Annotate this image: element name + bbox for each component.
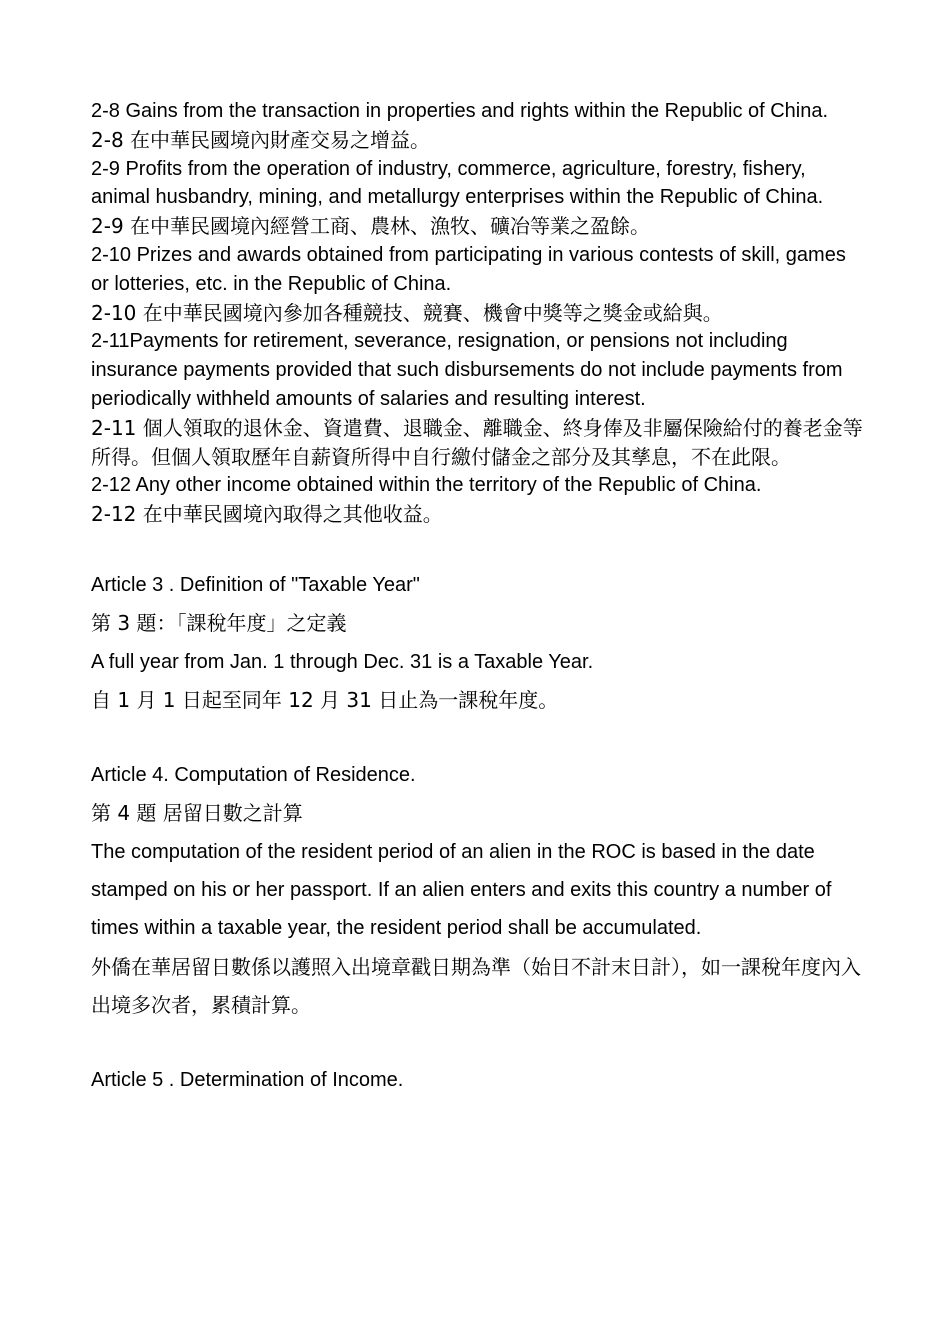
item-2-11-en: 2-11Payments for retirement, severance, resignation, or pensions not including insurance payments provided that such disbursements do not include payments from periodically withheld amounts of salaries and resulting interest. [91,330,843,410]
item-2-11-zh: 2-11 個人領取的退休金、資遣費、退職金、離職金、終身俸及非屬保險給付的養老金等所得。但個人領取歷年自薪資所得中自行繳付儲金之部分及其孳息，不在此限。 [91,415,863,469]
article-4 [91,756,866,1024]
item-2-12-en: 2-12 Any other income obtained within the territory of the Republic of China. [91,474,762,497]
article-3 [91,566,866,719]
item-2-10-zh: 2-10 在中華民國境內參加各種競技、競賽、機會中獎等之獎金或給與。 [91,300,723,325]
item-2-10-en: 2-10 Prizes and awards obtained from participating in various contests of skill, games or lotteries, etc. in the Republic of China. [91,243,846,295]
article-5-title-en: Article 5 . Determination of Income. [91,1069,404,1092]
article-3-title-en: Article 3 . Definition of "Taxable Year" [91,573,420,596]
item-2-8-en: 2-8 Gains from the transaction in properties and rights within the Republic of China. [91,100,829,122]
spacer [91,1024,866,1061]
article-4-title-zh: 第 4 題 居留日數之計算 [91,801,303,826]
document-page [91,97,866,1100]
item-2-9-zh: 2-9 在中華民國境內經營工商、農林、漁牧、礦冶等業之盈餘。 [91,214,651,239]
article-4-title-en: Article 4. Computation of Residence. [91,764,416,787]
article-5 [91,1061,866,1099]
article-3-title-zh: 第 3 題：「課稅年度」之定義 [91,611,347,636]
item-2-8-zh: 2-8 在中華民國境內財產交易之增益。 [91,127,431,152]
item-2-12-zh: 2-12 在中華民國境內取得之其他收益。 [91,502,443,527]
article-3-body-en: A full year from Jan. 1 through Dec. 31 is a Taxable Year. [91,650,594,673]
article-4-body-en: The computation of the resident period of an alien in the ROC is based in the date stamped on his or her passport. If an alien enters and exits this country a number of times within a taxable year, the resident period shall be accumulated. [91,840,832,940]
article-4-body-zh: 外僑在華居留日數係以護照入出境章戳日期為準（始日不計末日計），如一課稅年度內入出境多次者，累積計算。 [91,954,861,1017]
spacer [91,529,866,566]
section-2-items [91,97,866,529]
spacer [91,719,866,756]
article-3-body-zh: 自 1 月 1 日起至同年 12 月 31 日止為一課稅年度。 [91,687,559,712]
item-2-9-en: 2-9 Profits from the operation of industry, commerce, agriculture, forestry, fishery, animal husbandry, mining, and metallurgy enterprises within the Republic of China. [91,157,824,209]
